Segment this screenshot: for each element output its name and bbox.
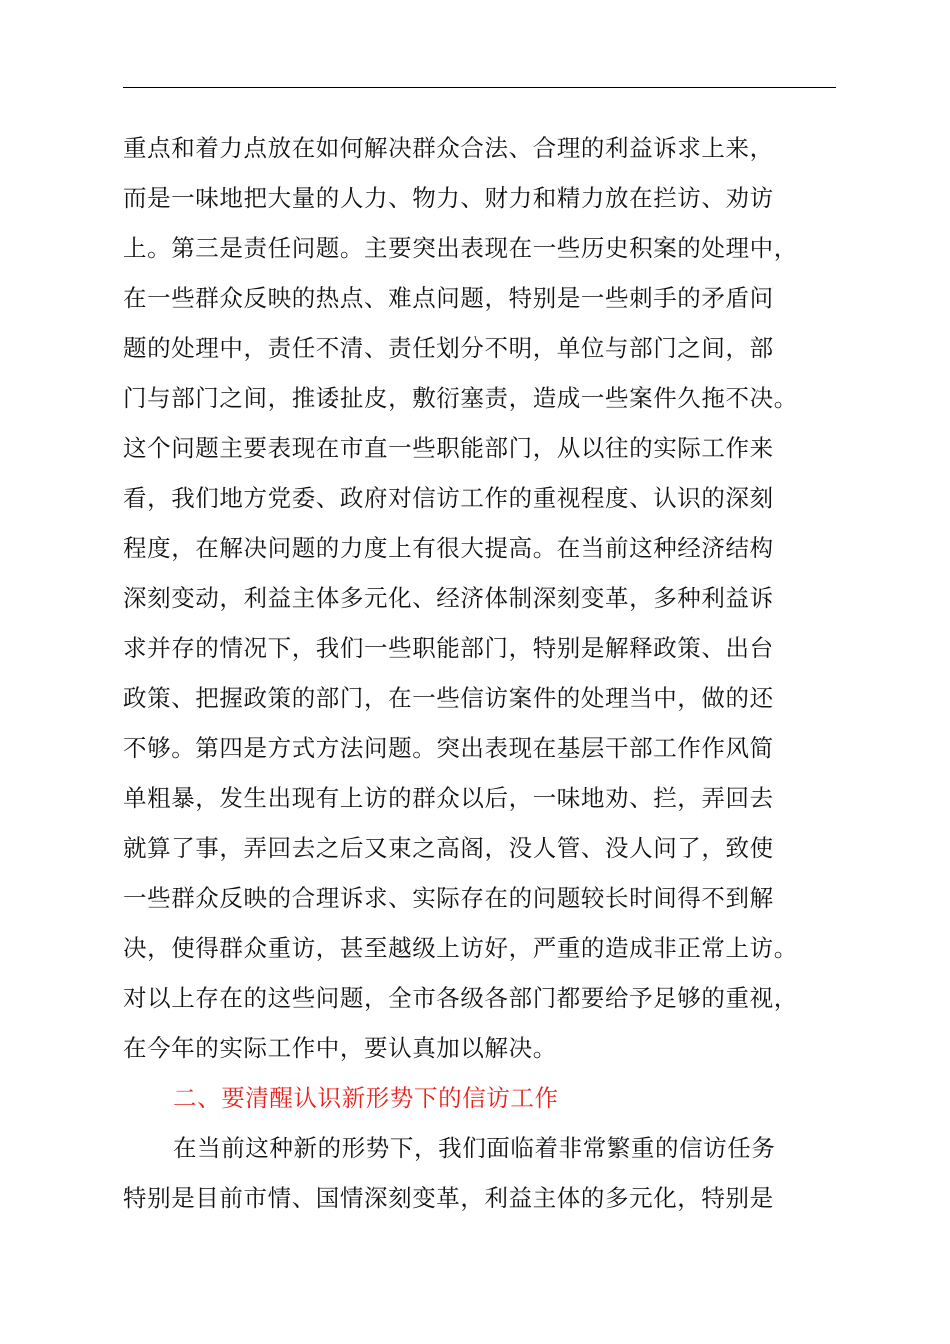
paragraph-line: 一些群众反映的合理诉求、实际存在的问题较长时间得不到解: [123, 884, 774, 912]
paragraph-line: 题的处理中，责任不清、责任划分不明，单位与部门之间，部: [123, 334, 774, 362]
paragraph-line: 深刻变动，利益主体多元化、经济体制深刻变革，多种利益诉: [123, 584, 774, 612]
section-paragraph-line: 在当前这种新的形势下，我们面临着非常繁重的信访任务: [173, 1134, 776, 1162]
paragraph-line: 不够。第四是方式方法问题。突出表现在基层干部工作作风简: [123, 734, 774, 762]
paragraph-line: 这个问题主要表现在市直一些职能部门，从以往的实际工作来: [123, 434, 774, 462]
section-heading: 二、要清醒认识新形势下的信访工作: [173, 1084, 559, 1112]
paragraph-line: 门与部门之间，推诿扯皮，敷衍塞责，造成一些案件久拖不决。: [123, 384, 798, 412]
paragraph-line: 看，我们地方党委、政府对信访工作的重视程度、认识的深刻: [123, 484, 774, 512]
paragraph-line: 求并存的情况下，我们一些职能部门，特别是解释政策、出台: [123, 634, 774, 662]
paragraph-line: 决，使得群众重访，甚至越级上访好，严重的造成非正常上访。: [123, 934, 798, 962]
paragraph-line: 对以上存在的这些问题，全市各级各部门都要给予足够的重视，: [123, 984, 798, 1012]
paragraph-line: 重点和着力点放在如何解决群众合法、合理的利益诉求上来，: [123, 134, 774, 162]
paragraph-line: 就算了事，弄回去之后又束之高阁，没人管、没人问了，致使: [123, 834, 774, 862]
paragraph-line: 在一些群众反映的热点、难点问题，特别是一些刺手的矛盾问: [123, 284, 774, 312]
paragraph-line: 单粗暴，发生出现有上访的群众以后，一味地劝、拦，弄回去: [123, 784, 774, 812]
paragraph-line: 在今年的实际工作中，要认真加以解决。: [123, 1034, 557, 1062]
body-text: [123, 126, 863, 1226]
paragraph-line: 程度，在解决问题的力度上有很大提高。在当前这种经济结构: [123, 534, 774, 562]
header-rule: [123, 87, 836, 88]
paragraph-line: 政策、把握政策的部门，在一些信访案件的处理当中，做的还: [123, 684, 774, 712]
paragraph-line: 而是一味地把大量的人力、物力、财力和精力放在拦访、劝访: [123, 184, 774, 212]
paragraph-line: 上。第三是责任问题。主要突出表现在一些历史积案的处理中，: [123, 234, 798, 262]
section-paragraph-line: 特别是目前市情、国情深刻变革，利益主体的多元化，特别是: [123, 1184, 774, 1212]
